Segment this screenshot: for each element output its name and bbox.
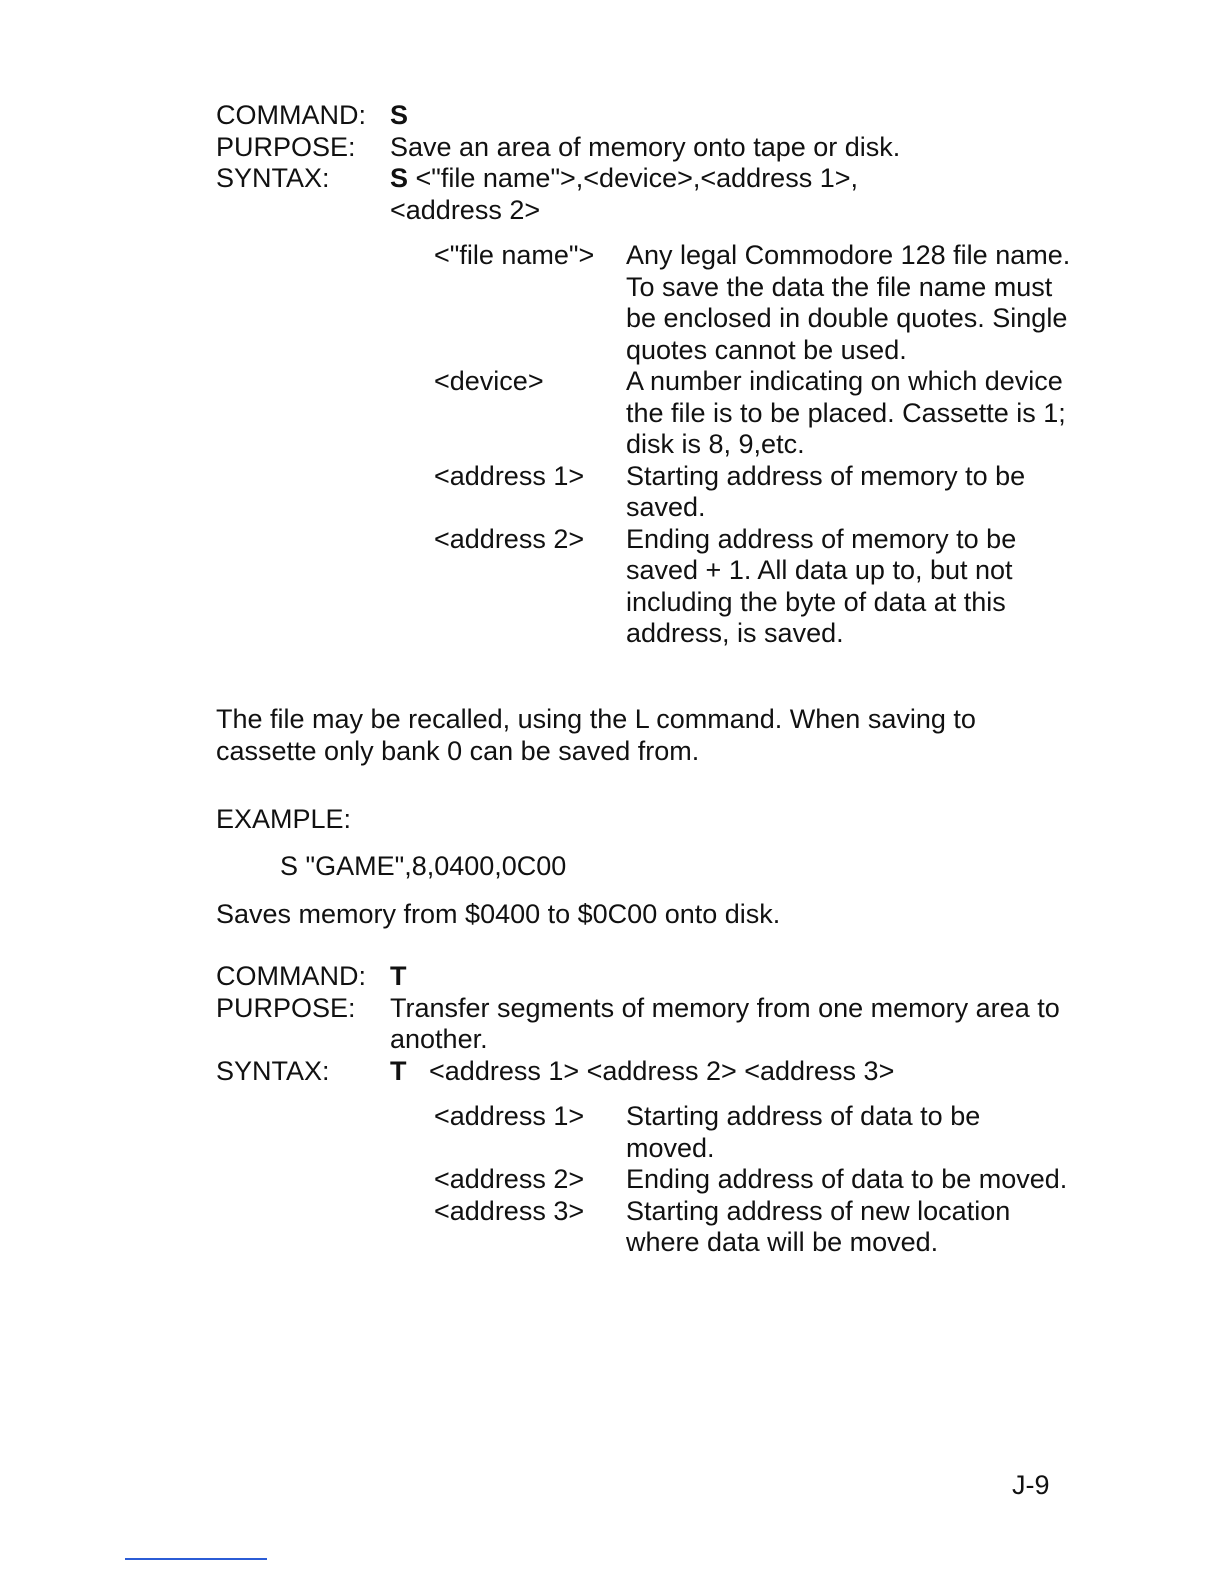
syntax-command: S bbox=[390, 163, 409, 193]
command-row bbox=[216, 961, 1076, 993]
command-t-section bbox=[216, 961, 1076, 1259]
purpose-text: Save an area of memory onto tape or disk. bbox=[390, 131, 901, 162]
syntax-text bbox=[390, 163, 1076, 226]
parameter-name: <address 2> bbox=[434, 1164, 585, 1194]
command-value: T bbox=[390, 961, 407, 991]
example-code: S "GAME",8,0400,0C00 bbox=[280, 851, 567, 881]
syntax-label: SYNTAX: bbox=[216, 1055, 330, 1086]
command-label: COMMAND: bbox=[216, 100, 366, 130]
purpose-row bbox=[216, 993, 1076, 1056]
note-paragraph: The file may be recalled, using the L command. When saving to cassette only bank 0 can be saved from. bbox=[216, 704, 976, 766]
syntax-command: T bbox=[390, 1055, 407, 1086]
command-label: COMMAND: bbox=[216, 961, 366, 991]
parameter-description: Starting address of memory to be saved. bbox=[626, 460, 1026, 522]
parameter-row bbox=[434, 461, 1076, 524]
syntax-label: SYNTAX: bbox=[216, 163, 330, 193]
parameter-name: <address 1> bbox=[434, 460, 585, 491]
syntax-text bbox=[390, 1056, 1076, 1088]
parameter-description: A number indicating on which device the file is to be placed. Cassette is 1; disk is 8, 9,etc. bbox=[626, 366, 1066, 459]
parameter-row bbox=[434, 366, 1076, 461]
parameter-description: Starting address of data to be moved. bbox=[626, 1101, 981, 1163]
syntax-args-continued: <address 2> bbox=[390, 194, 541, 225]
purpose-row bbox=[216, 132, 1076, 164]
parameter-name: <address 2> bbox=[434, 523, 585, 554]
parameter-name: <"file name"> bbox=[434, 240, 595, 270]
parameter-list bbox=[434, 240, 1076, 650]
purpose-text: Transfer segments of memory from one memory area to another. bbox=[390, 992, 1060, 1054]
parameter-description: Ending address of memory to be saved + 1. All data up to, but not including the byte of data at this address, is saved. bbox=[626, 523, 1017, 648]
footer-rule bbox=[125, 1558, 267, 1560]
parameter-row bbox=[434, 1196, 1076, 1259]
parameter-row bbox=[434, 1164, 1076, 1196]
syntax-row bbox=[216, 163, 1076, 226]
parameter-list bbox=[434, 1101, 1076, 1259]
parameter-description: Any legal Commodore 128 file name. To save the data the file name must be enclosed in double quotes. Single quotes cannot be used. bbox=[626, 240, 1071, 365]
parameter-row bbox=[434, 240, 1076, 366]
parameter-name: <device> bbox=[434, 366, 544, 396]
command-value: S bbox=[390, 100, 409, 130]
example-label: EXAMPLE: bbox=[216, 804, 352, 834]
parameter-row bbox=[434, 524, 1076, 650]
parameter-name: <address 3> bbox=[434, 1195, 585, 1226]
parameter-row bbox=[434, 1101, 1076, 1164]
page-number: J-9 bbox=[1012, 1470, 1050, 1500]
parameter-name: <address 1> bbox=[434, 1101, 585, 1131]
purpose-label: PURPOSE: bbox=[216, 131, 356, 162]
syntax-args: <address 1> <address 2> <address 3> bbox=[429, 1055, 895, 1086]
command-row bbox=[216, 100, 1076, 132]
example-description: Saves memory from $0400 to $0C00 onto disk. bbox=[216, 899, 781, 929]
purpose-label: PURPOSE: bbox=[216, 992, 356, 1023]
parameter-description: Starting address of new location where data will be moved. bbox=[626, 1195, 1011, 1257]
syntax-row bbox=[216, 1056, 1076, 1088]
syntax-args: <"file name">,<device>,<address 1>, bbox=[415, 163, 858, 193]
command-s-section bbox=[216, 100, 1076, 650]
parameter-description: Ending address of data to be moved. bbox=[626, 1164, 1068, 1194]
